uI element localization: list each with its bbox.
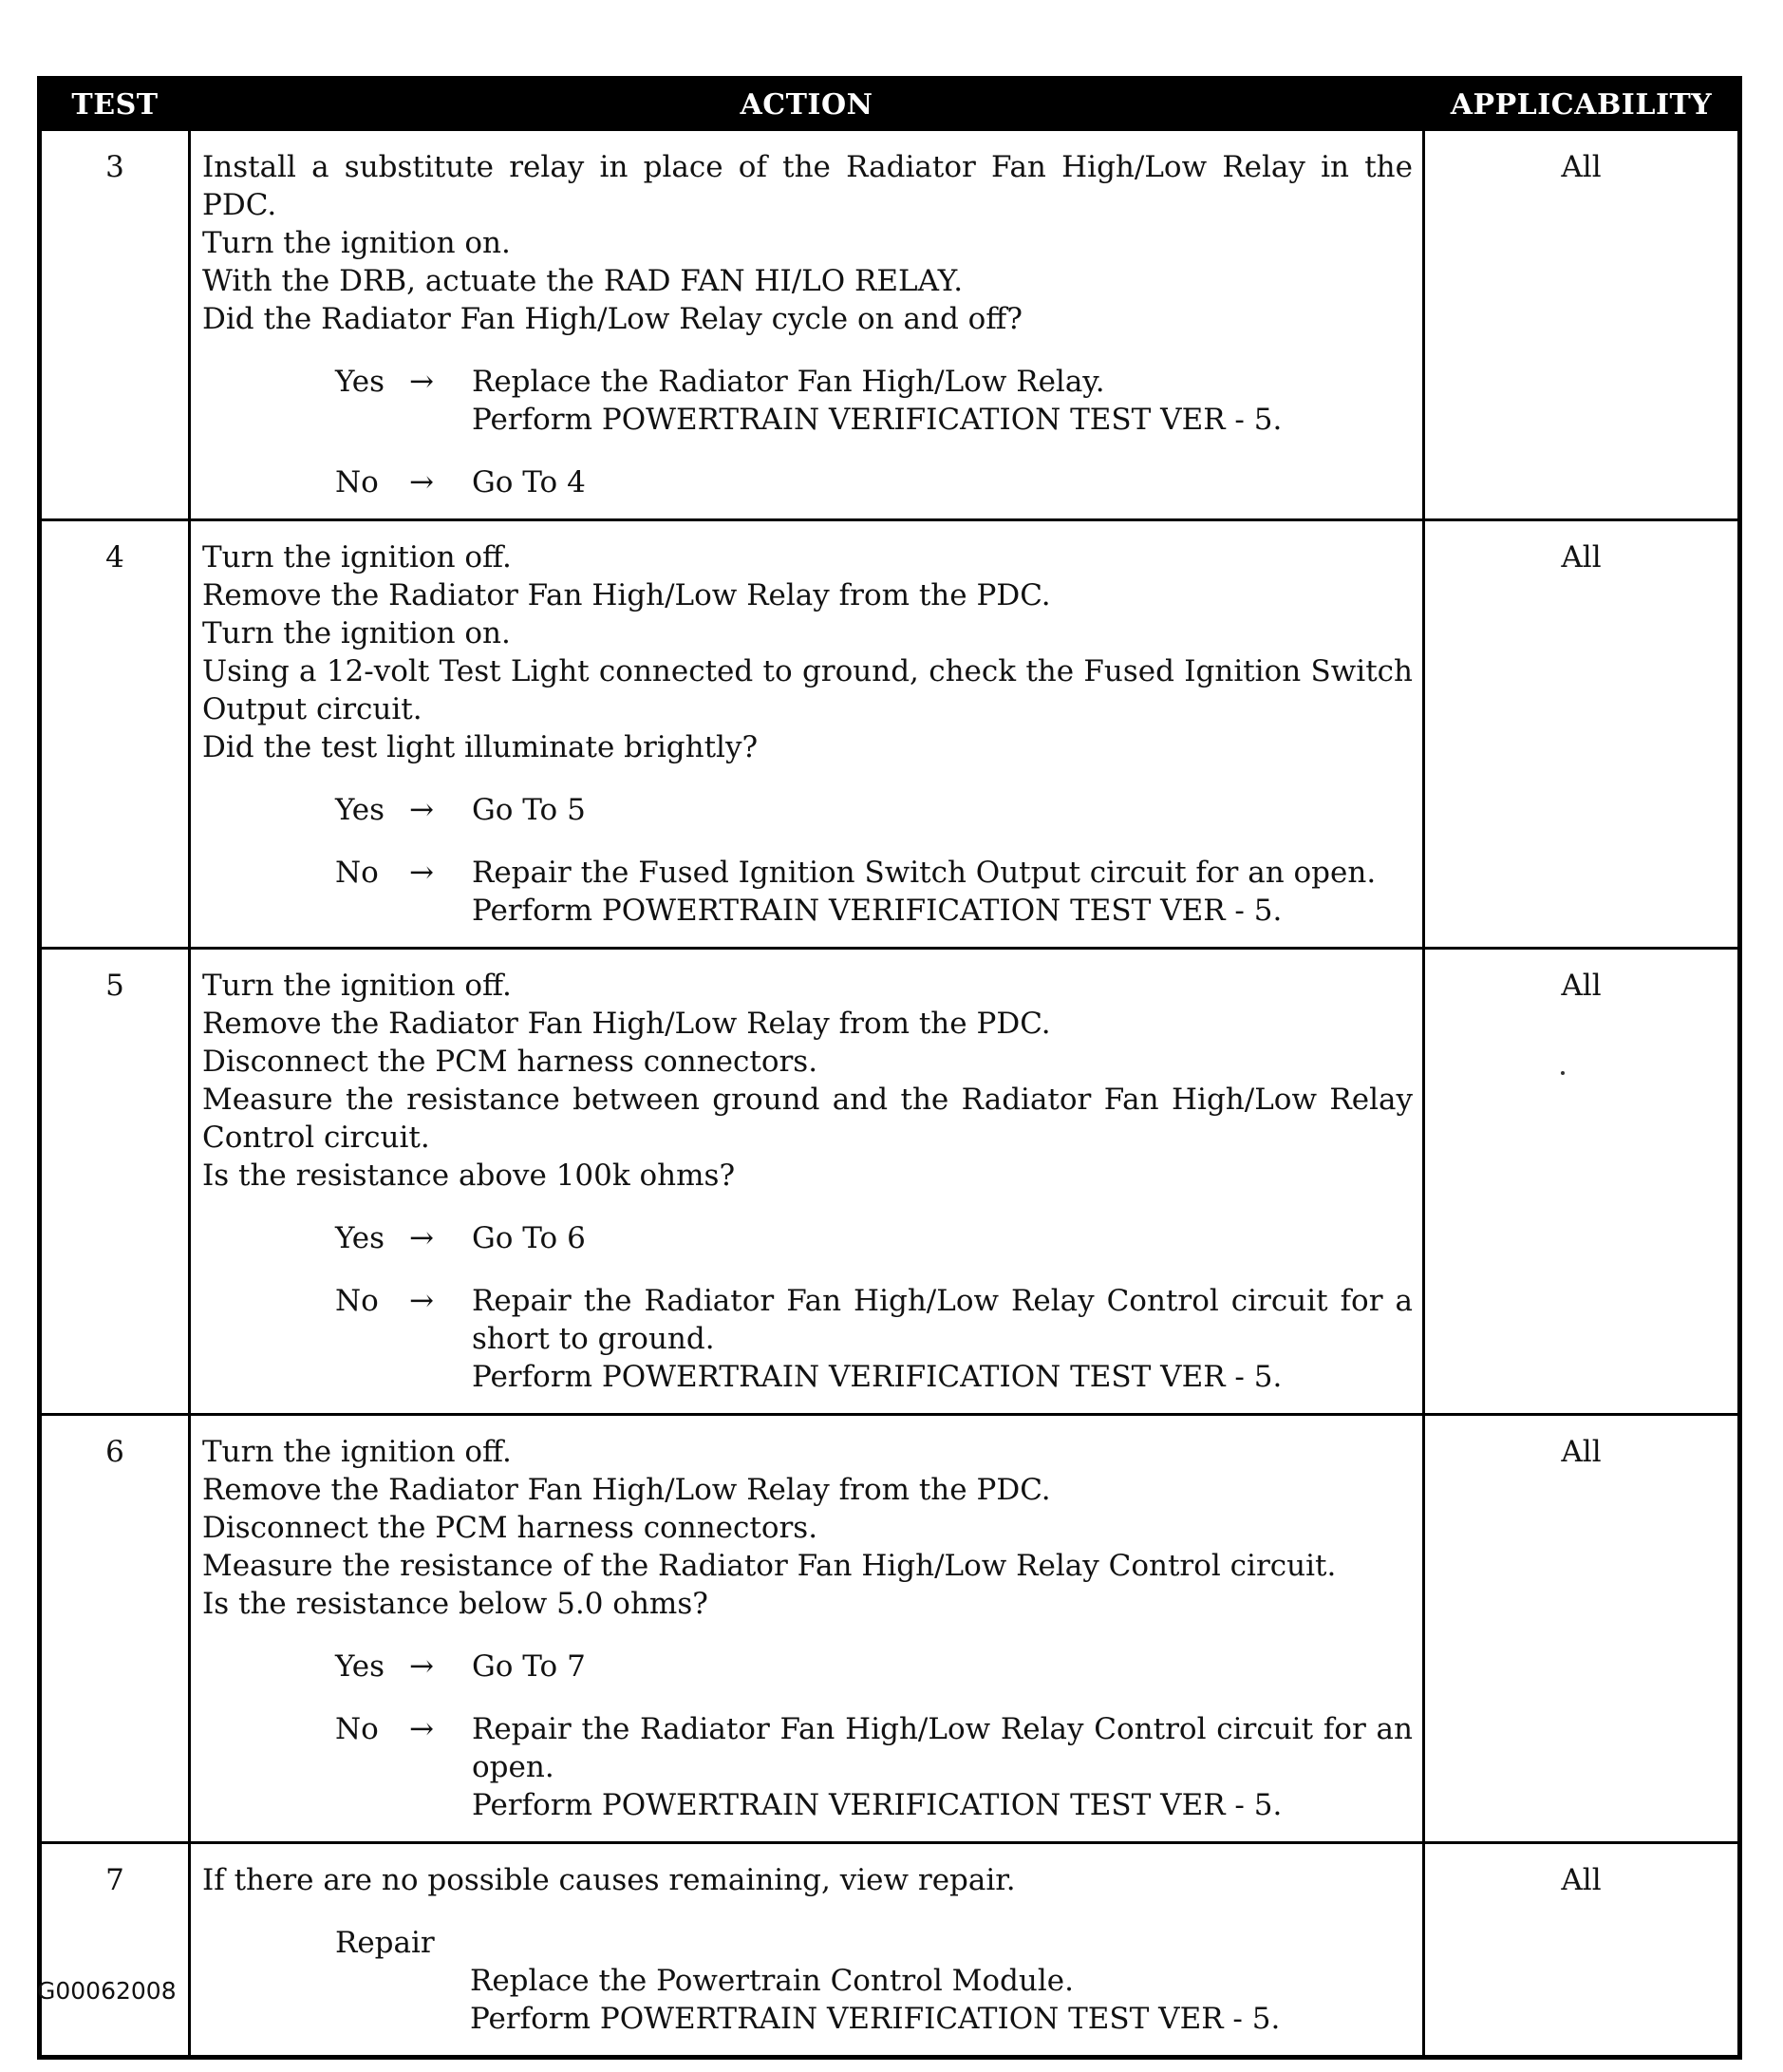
repair-result-line: Perform POWERTRAIN VERIFICATION TEST VER - 5. bbox=[470, 2002, 1281, 2036]
applicability-cell: All bbox=[1424, 130, 1740, 520]
outcome-no bbox=[335, 1282, 1413, 1396]
outcome-result-line: Perform POWERTRAIN VERIFICATION TEST VER - 5. bbox=[472, 1360, 1283, 1394]
diagnostic-sheet bbox=[37, 76, 1737, 2060]
outcome-result bbox=[472, 463, 1413, 501]
table-row bbox=[40, 949, 1740, 1415]
outcome-result-line: Go To 7 bbox=[472, 1649, 586, 1684]
outcome-result-line: Perform POWERTRAIN VERIFICATION TEST VER - 5. bbox=[472, 1788, 1283, 1822]
arrow-right-icon: → bbox=[409, 1649, 434, 1684]
outcome-result bbox=[472, 854, 1413, 930]
outcome-yes bbox=[335, 1219, 1413, 1257]
arrow-right-icon: → bbox=[409, 1712, 434, 1746]
action-cell bbox=[190, 949, 1424, 1415]
repair-result-line: Replace the Powertrain Control Module. bbox=[470, 1964, 1074, 1998]
test-number: 4 bbox=[40, 520, 190, 949]
outcome-result bbox=[472, 1710, 1413, 1824]
action-cell bbox=[190, 520, 1424, 949]
outcome-result bbox=[472, 1648, 1413, 1686]
arrow-right-icon: → bbox=[409, 465, 434, 499]
outcome-yes bbox=[335, 1648, 1413, 1686]
table-row bbox=[40, 1415, 1740, 1843]
outcome-label: No bbox=[335, 465, 379, 499]
action-step: Disconnect the PCM harness connectors. bbox=[202, 1511, 818, 1545]
header-test: TEST bbox=[40, 79, 190, 130]
outcome-label: Yes bbox=[335, 365, 385, 399]
outcome-result-line: Go To 6 bbox=[472, 1221, 586, 1255]
applicability-cell: All bbox=[1424, 1843, 1740, 2058]
action-step: Turn the ignition off. bbox=[202, 1435, 512, 1469]
action-step: Measure the resistance between ground and the Radiator Fan High/Low Relay Control circuit. bbox=[202, 1083, 1413, 1155]
outcome-no bbox=[335, 463, 1413, 501]
outcome-result bbox=[472, 363, 1413, 439]
outcome-yes bbox=[335, 363, 1413, 439]
test-number: 5 bbox=[40, 949, 190, 1415]
outcome-label: No bbox=[335, 1284, 379, 1318]
test-number: 7 bbox=[40, 1843, 190, 2058]
outcome-result-line: Go To 5 bbox=[472, 793, 586, 827]
outcome-label: Yes bbox=[335, 1649, 385, 1684]
action-step: Is the resistance above 100k ohms? bbox=[202, 1158, 736, 1193]
action-step: Remove the Radiator Fan High/Low Relay from the PDC. bbox=[202, 1473, 1051, 1507]
outcome-result-line: Go To 4 bbox=[472, 465, 586, 499]
action-step: Turn the ignition on. bbox=[202, 616, 511, 650]
arrow-right-icon: → bbox=[409, 793, 434, 827]
outcome-result-line: Replace the Radiator Fan High/Low Relay. bbox=[472, 365, 1105, 399]
outcome-result-line: Repair the Radiator Fan High/Low Relay Control circuit for an open. bbox=[472, 1712, 1413, 1784]
outcome-no bbox=[335, 854, 1413, 930]
action-step: Remove the Radiator Fan High/Low Relay from the PDC. bbox=[202, 578, 1051, 612]
action-step: With the DRB, actuate the RAD FAN HI/LO RELAY. bbox=[202, 264, 964, 298]
action-step: Disconnect the PCM harness connectors. bbox=[202, 1045, 818, 1079]
outcome-result-line: Repair the Radiator Fan High/Low Relay Control circuit for a short to ground. bbox=[472, 1284, 1413, 1356]
header-applicability: APPLICABILITY bbox=[1424, 79, 1740, 130]
table-row bbox=[40, 520, 1740, 949]
outcome-result-line: Perform POWERTRAIN VERIFICATION TEST VER - 5. bbox=[472, 894, 1283, 928]
applicability-cell: All bbox=[1424, 1415, 1740, 1843]
table-row bbox=[40, 130, 1740, 520]
action-cell bbox=[190, 1415, 1424, 1843]
outcome-label: Yes bbox=[335, 793, 385, 827]
repair-label: Repair bbox=[335, 1926, 435, 1960]
header-row bbox=[40, 79, 1740, 130]
action-step: If there are no possible causes remaining, view repair. bbox=[202, 1863, 1016, 1897]
action-step: Install a substitute relay in place of the Radiator Fan High/Low Relay in the PDC. bbox=[202, 150, 1413, 222]
action-step: Turn the ignition off. bbox=[202, 969, 512, 1003]
test-number: 6 bbox=[40, 1415, 190, 1843]
action-step: Is the resistance below 5.0 ohms? bbox=[202, 1587, 708, 1621]
action-step: Did the test light illuminate brightly? bbox=[202, 730, 759, 764]
outcome-label: Yes bbox=[335, 1221, 385, 1255]
outcome-result-line: Perform POWERTRAIN VERIFICATION TEST VER - 5. bbox=[472, 403, 1283, 437]
outcome-label: No bbox=[335, 856, 379, 890]
header-action: ACTION bbox=[190, 79, 1424, 130]
applicability-cell: All bbox=[1424, 520, 1740, 949]
outcome-yes bbox=[335, 791, 1413, 829]
outcome-no bbox=[335, 1710, 1413, 1824]
applicability-cell: All bbox=[1424, 949, 1740, 1415]
arrow-right-icon: → bbox=[409, 365, 434, 399]
table-row bbox=[40, 1843, 1740, 2058]
outcome-result bbox=[472, 791, 1413, 829]
action-step: Turn the ignition on. bbox=[202, 226, 511, 260]
arrow-right-icon: → bbox=[409, 856, 434, 890]
outcome-result bbox=[472, 1282, 1413, 1396]
outcome-result-line: Repair the Fused Ignition Switch Output circuit for an open. bbox=[472, 856, 1377, 890]
action-step: Turn the ignition off. bbox=[202, 540, 512, 575]
arrow-right-icon: → bbox=[409, 1284, 434, 1318]
outcome-label: No bbox=[335, 1712, 379, 1746]
table-body bbox=[40, 130, 1740, 2058]
arrow-right-icon: → bbox=[409, 1221, 434, 1255]
scan-speck bbox=[1561, 1071, 1565, 1075]
action-step: Remove the Radiator Fan High/Low Relay from the PDC. bbox=[202, 1007, 1051, 1041]
action-step: Did the Radiator Fan High/Low Relay cycle on and off? bbox=[202, 302, 1023, 336]
action-cell bbox=[190, 1843, 1424, 2058]
action-cell bbox=[190, 130, 1424, 520]
action-step: Measure the resistance of the Radiator Fan High/Low Relay Control circuit. bbox=[202, 1549, 1337, 1583]
outcome-result bbox=[472, 1219, 1413, 1257]
test-number: 3 bbox=[40, 130, 190, 520]
action-step: Using a 12-volt Test Light connected to ground, check the Fused Ignition Switch Output circuit. bbox=[202, 654, 1413, 726]
diagnostic-table bbox=[37, 76, 1742, 2060]
figure-id: G00062008 bbox=[37, 1977, 177, 2005]
